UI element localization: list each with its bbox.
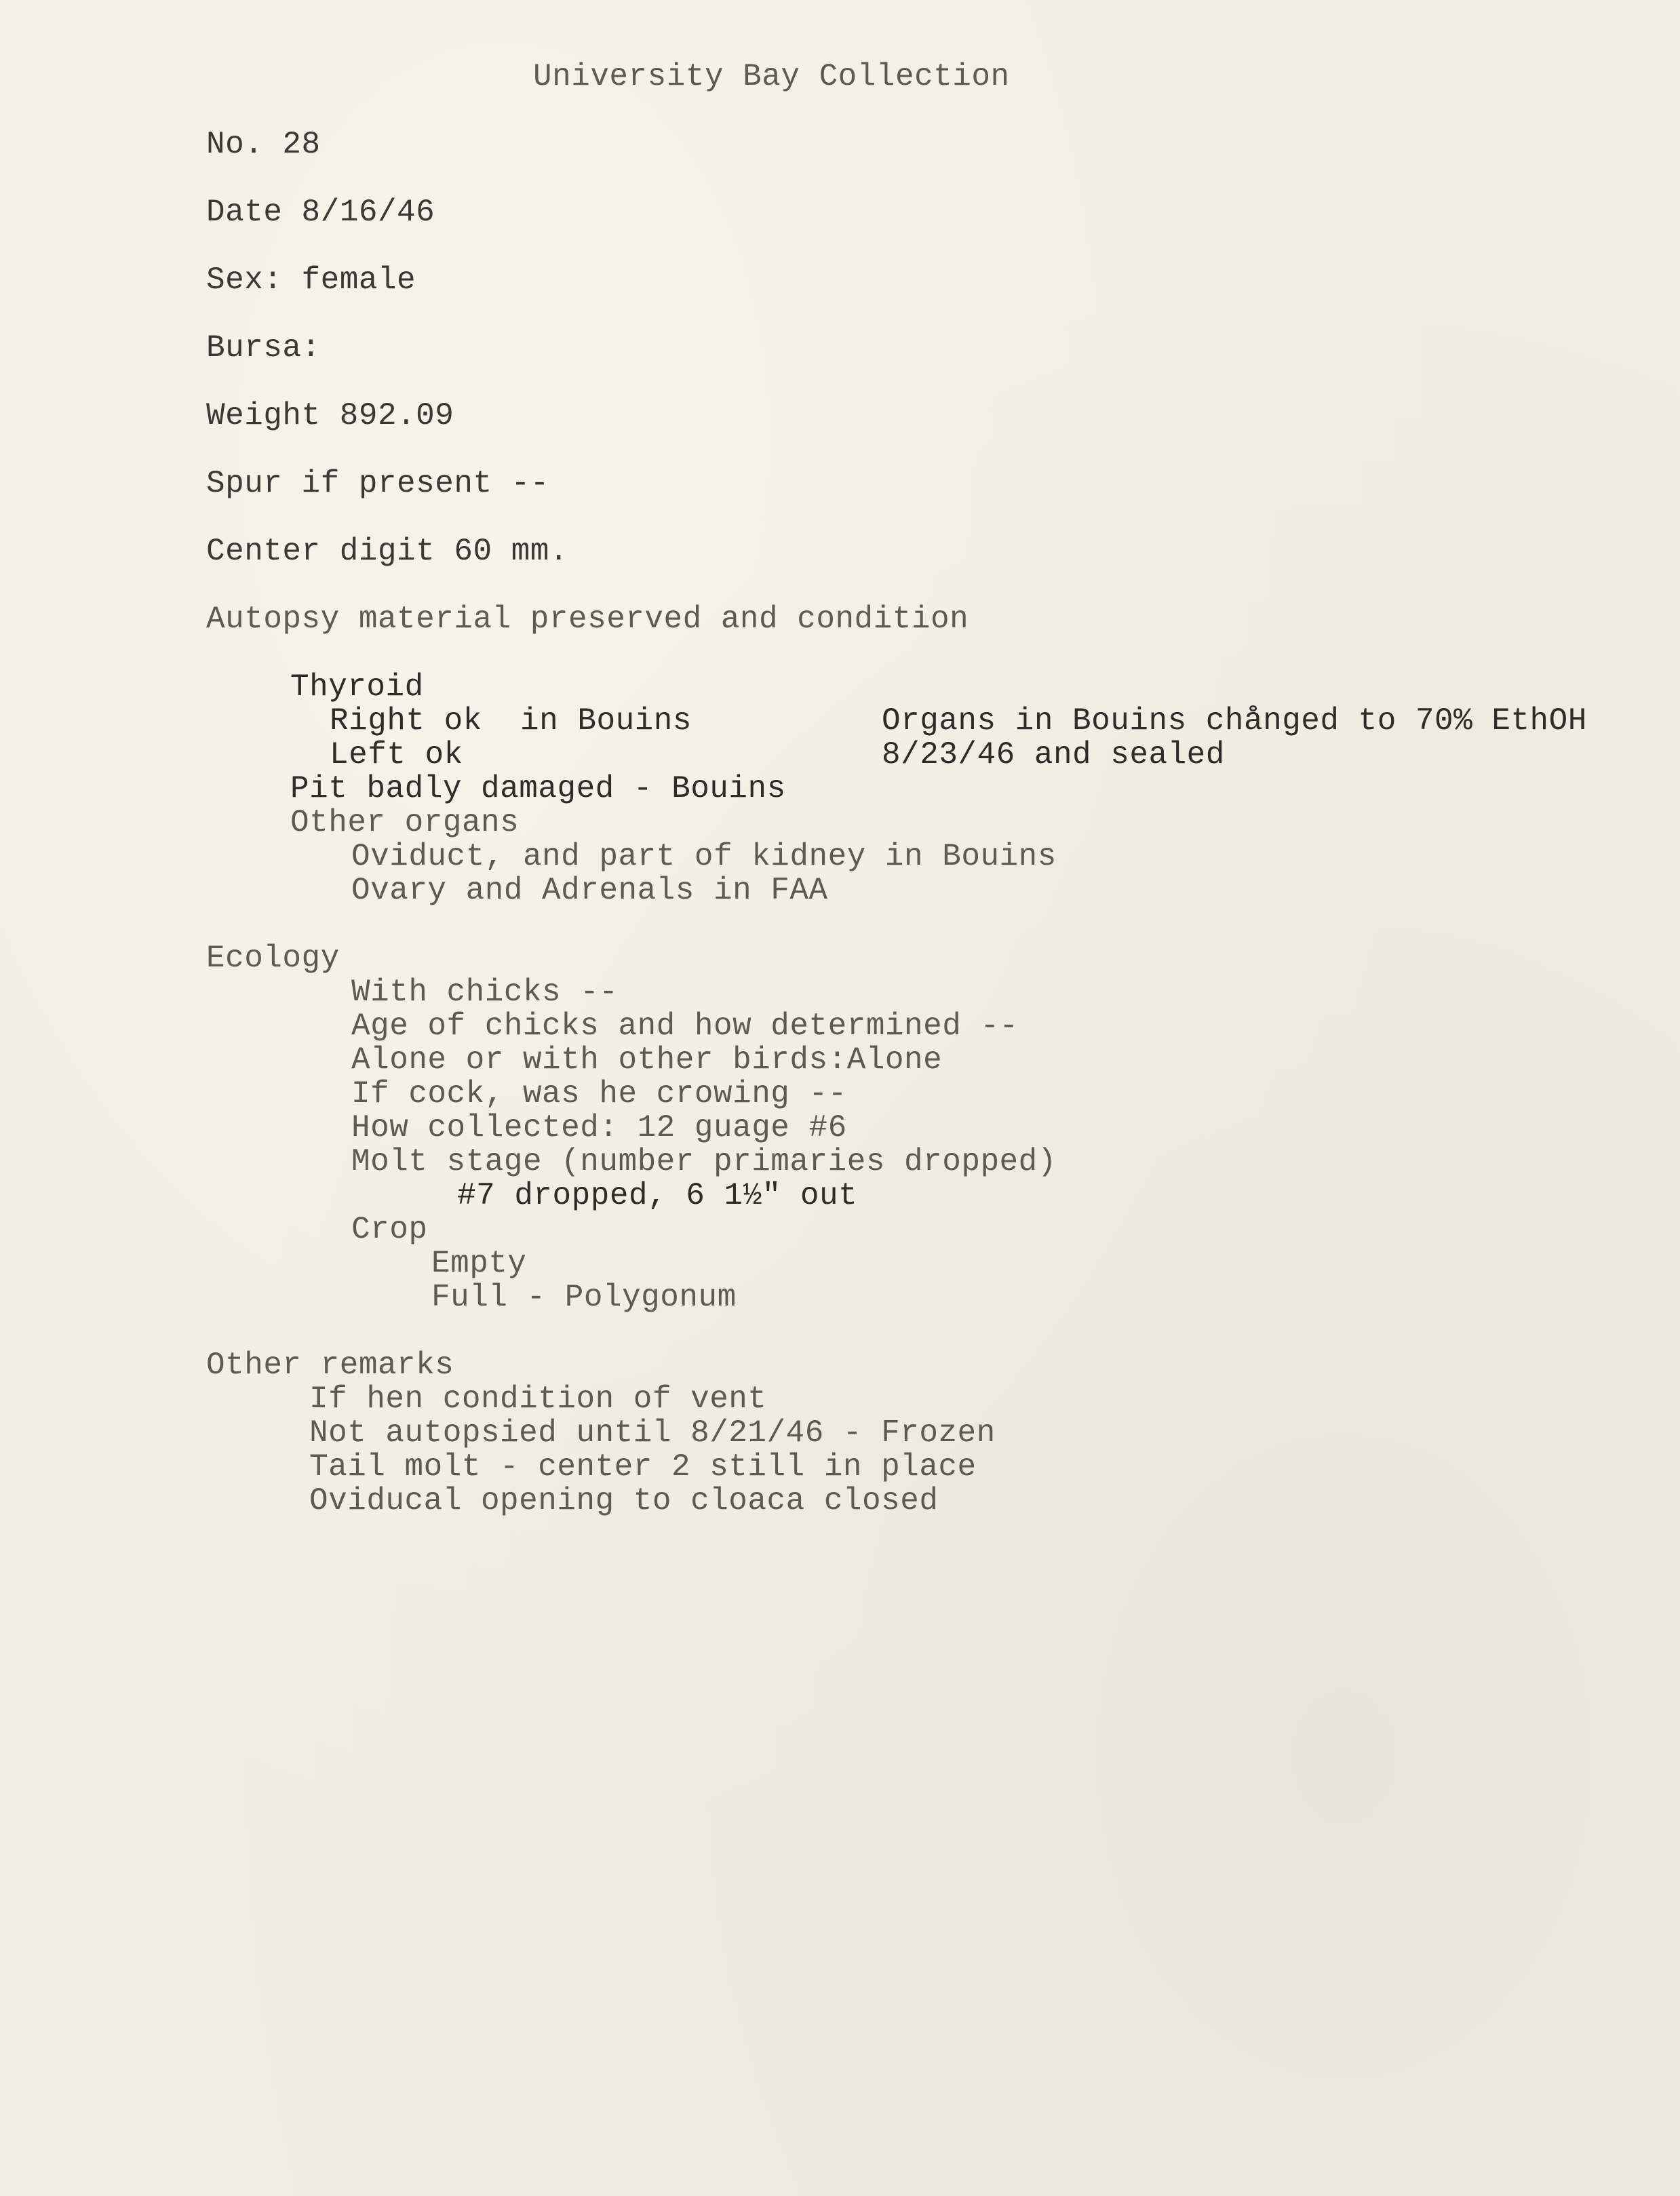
ecology-with-chicks: With chicks --: [351, 975, 619, 1010]
record-date: Date 8/16/46: [206, 195, 435, 230]
record-center-digit: Center digit 60 mm.: [206, 534, 568, 569]
bouins-sealed-note: 8/23/46 and sealed: [882, 737, 1225, 772]
ecology-heading: Ecology: [206, 941, 340, 976]
bouins-change-note: Organs in Bouins chånged to 70% EthOH: [882, 703, 1587, 739]
record-sex: Sex: female: [206, 262, 416, 298]
other-organs-label: Other organs: [290, 805, 520, 840]
crop-full: Full - Polygonum: [431, 1280, 737, 1315]
record-number: No. 28: [206, 127, 321, 162]
thyroid-right: Right ok in Bouins: [330, 703, 692, 739]
pit-status: Pit badly damaged - Bouins: [290, 771, 786, 806]
other-organs-oviduct: Oviduct, and part of kidney in Bouins: [351, 839, 1057, 874]
ecology-molt-stage: Molt stage (number primaries dropped): [351, 1144, 1057, 1179]
crop-label: Crop: [351, 1212, 428, 1247]
remarks-oviducal: Oviducal opening to cloaca closed: [309, 1483, 939, 1518]
autopsy-heading: Autopsy material preserved and condition: [206, 602, 969, 637]
record-spur: Spur if present --: [206, 466, 549, 501]
remarks-vent: If hen condition of vent: [309, 1381, 767, 1417]
remarks-autopsied: Not autopsied until 8/21/46 - Frozen: [309, 1415, 996, 1451]
thyroid-left: Left ok: [330, 737, 463, 772]
remarks-tail-molt: Tail molt - center 2 still in place: [309, 1449, 977, 1485]
ecology-alone: Alone or with other birds:Alone: [351, 1042, 943, 1078]
crop-empty: Empty: [431, 1246, 527, 1281]
remarks-heading: Other remarks: [206, 1348, 454, 1383]
ecology-how-collected: How collected: 12 guage #6: [351, 1110, 847, 1145]
ecology-molt-detail: #7 dropped, 6 1½" out: [457, 1178, 858, 1213]
collection-title: University Bay Collection: [533, 59, 1010, 94]
record-bursa: Bursa:: [206, 330, 321, 366]
thyroid-label: Thyroid: [290, 669, 424, 705]
record-weight: Weight 892.09: [206, 398, 454, 433]
ecology-cock-crowing: If cock, was he crowing --: [351, 1076, 847, 1112]
other-organs-ovary: Ovary and Adrenals in FAA: [351, 873, 828, 908]
ecology-age-of-chicks: Age of chicks and how determined --: [351, 1008, 1019, 1044]
